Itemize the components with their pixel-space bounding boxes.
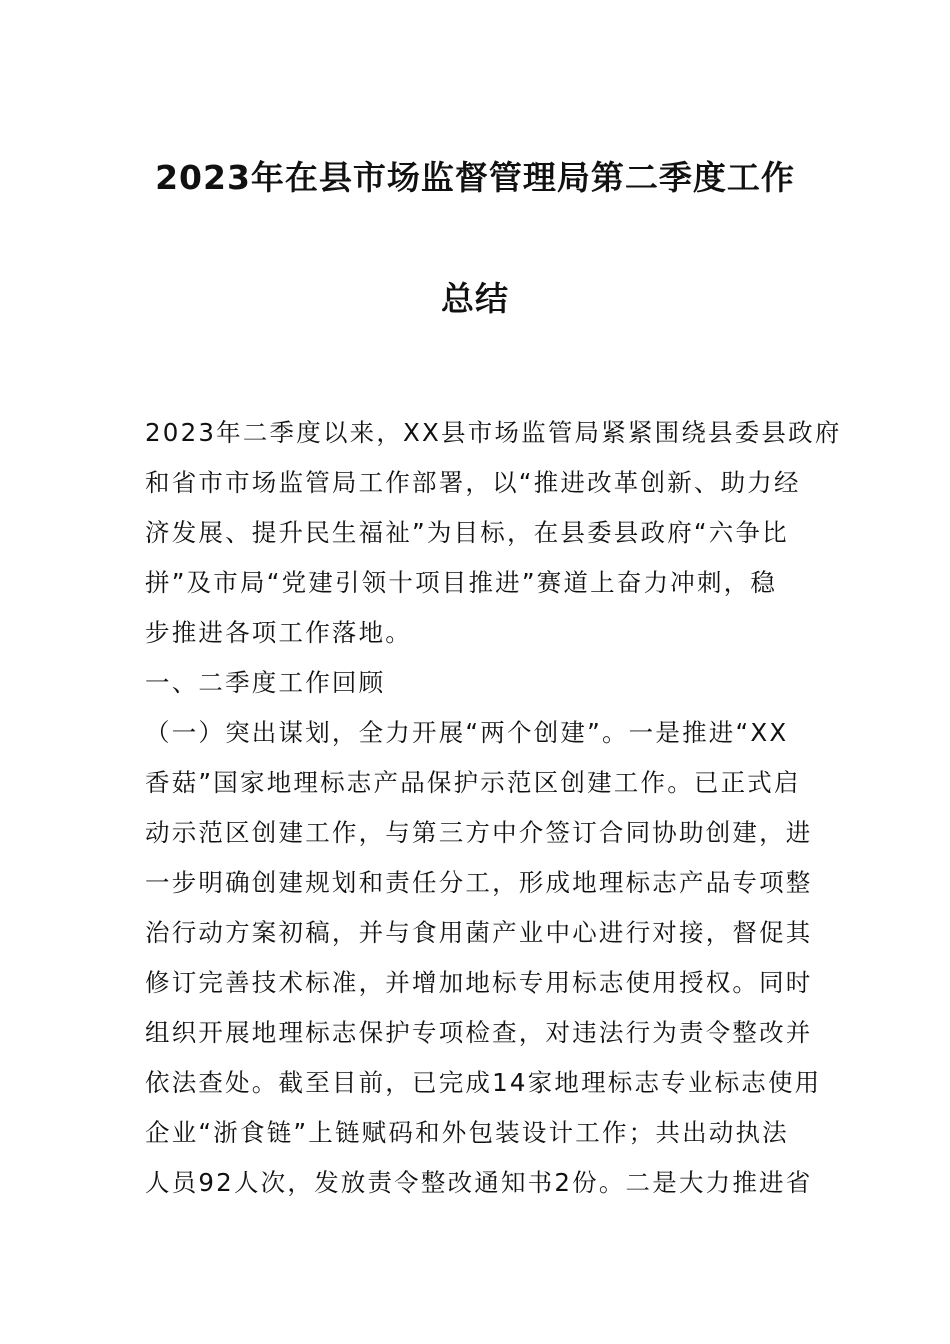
body-line: 一步明确创建规划和责任分工，形成地理标志产品专项整	[145, 868, 813, 897]
body-line: 依法查处。截至目前，已完成14家地理标志专业标志使用	[145, 1068, 822, 1097]
body-line: 治行动方案初稿，并与食用菌产业中心进行对接，督促其	[145, 918, 813, 947]
body-line: 2023年二季度以来，XX县市场监管局紧紧围绕县委县政府	[145, 418, 842, 447]
section-heading: 一、二季度工作回顾	[145, 668, 386, 697]
document-title-line-1: 2023年在县市场监督管理局第二季度工作	[155, 158, 795, 197]
body-line: 济发展、提升民生福祉”为目标，在县委县政府“六争比	[145, 518, 789, 547]
body-line: 动示范区创建工作，与第三方中介签订合同协助创建，进	[145, 818, 813, 847]
body-line: 步推进各项工作落地。	[145, 618, 412, 647]
body-line: 组织开展地理标志保护专项检查，对违法行为责令整改并	[145, 1018, 813, 1047]
body-line: 香菇”国家地理标志产品保护示范区创建工作。已正式启	[145, 768, 801, 797]
body-line: 修订完善技术标准，并增加地标专用标志使用授权。同时	[145, 968, 813, 997]
document-body	[145, 408, 842, 1208]
body-line: 和省市市场监管局工作部署，以“推进改革创新、助力经	[145, 468, 801, 497]
document-title-line-2: 总结	[441, 279, 509, 318]
body-line: （一）突出谋划，全力开展“两个创建”。一是推进“XX	[145, 718, 789, 747]
body-line: 人员92人次，发放责令整改通知书2份。二是大力推进省	[145, 1168, 813, 1197]
body-line: 拼”及市局“党建引领十项目推进”赛道上奋力冲刺，稳	[145, 568, 778, 597]
body-line: 企业“浙食链”上链赋码和外包装设计工作；共出动执法	[145, 1118, 789, 1147]
